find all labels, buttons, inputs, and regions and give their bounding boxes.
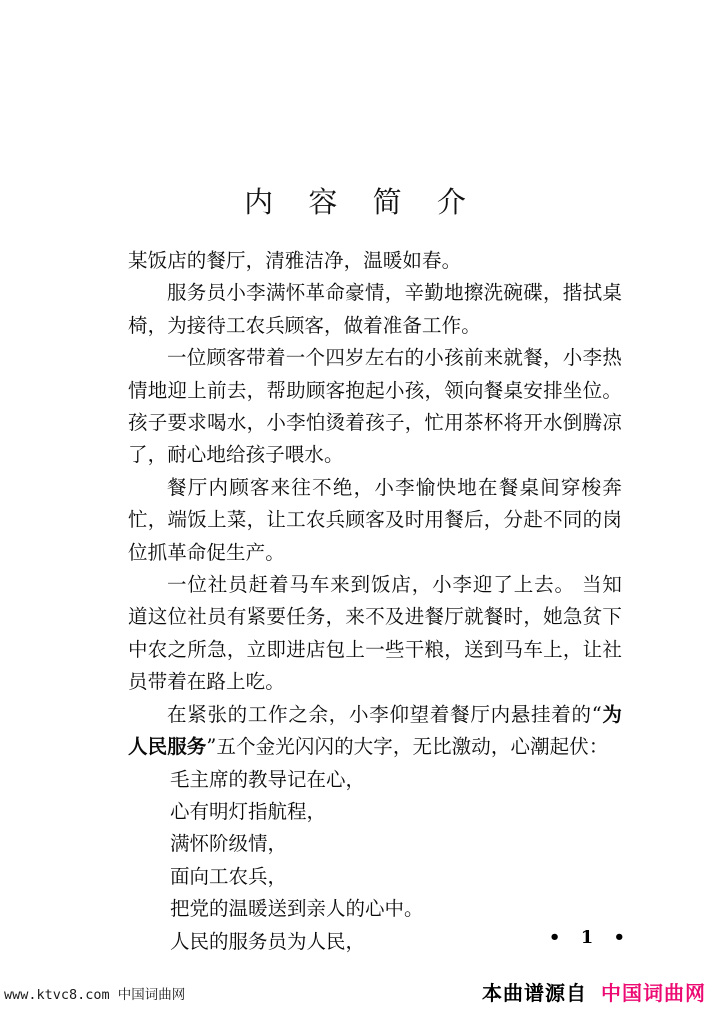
page-title: 内 容 简 介	[244, 185, 479, 219]
paragraph-4: 餐厅内顾客来往不绝，小李愉快地在餐桌间穿梭奔忙，端饭上菜，让工农兵顾客及时用餐后，分赴不同的岗位抓革命促生产。	[128, 475, 622, 564]
paragraph-3: 一位顾客带着一个四岁左右的小孩前来就餐，小李热情地迎上前去，帮助顾客抱起小孩，领向餐桌安排坐位。孩子要求喝水，小李怕烫着孩子，忙用茶杯将开水倒腾凉了，耐心地给孩子喂水。	[128, 346, 622, 467]
verse-line-3: 满怀阶级情，	[170, 832, 288, 856]
watermark-source-credit	[482, 980, 706, 1006]
paragraph-6-emphasis: 为人民服务	[128, 702, 622, 759]
verse-line-4: 面向工农兵，	[170, 864, 288, 888]
body-text-block	[128, 245, 622, 958]
watermark-source-brand: 中国词曲网	[601, 981, 706, 1005]
paragraph-6	[128, 699, 622, 764]
page-number: • 1 •	[548, 927, 632, 948]
verse-line-2: 心有明灯指航程，	[170, 799, 327, 823]
paragraph-2: 服务员小李满怀革命豪情，辛勤地擦洗碗碟，揩拭桌椅，为接待工农兵顾客，做着准备工作。	[128, 281, 622, 337]
verse-line-6: 人民的服务员为人民，	[170, 929, 366, 953]
paragraph-5: 一位社员赶着马车来到饭店，小李迎了上去。 当知道这位社员有紧要任务，来不及进餐厅就餐时，她急贫下中农之所急，立即进店包上一些干粮，送到马车上，让社员带着在路上吃。	[128, 573, 622, 694]
verse-line-5: 把党的温暖送到亲人的心中。	[170, 897, 424, 921]
watermark-site-url: www.ktvc8.com 中国词曲网	[4, 987, 186, 1003]
verse-line-1: 毛主席的教导记在心，	[170, 767, 366, 791]
paragraph-6-tail: ”五个金光闪闪的大字，无比激动，心潮起伏：	[206, 735, 609, 759]
paragraph-1: 某饭店的餐厅，清雅洁净，温暖如春。	[128, 249, 462, 272]
paragraph-6-lead: 在紧张的工作之余，小李仰望着餐厅内悬挂着的“	[167, 702, 602, 726]
watermark-source-prefix: 本曲谱源自	[482, 981, 587, 1005]
